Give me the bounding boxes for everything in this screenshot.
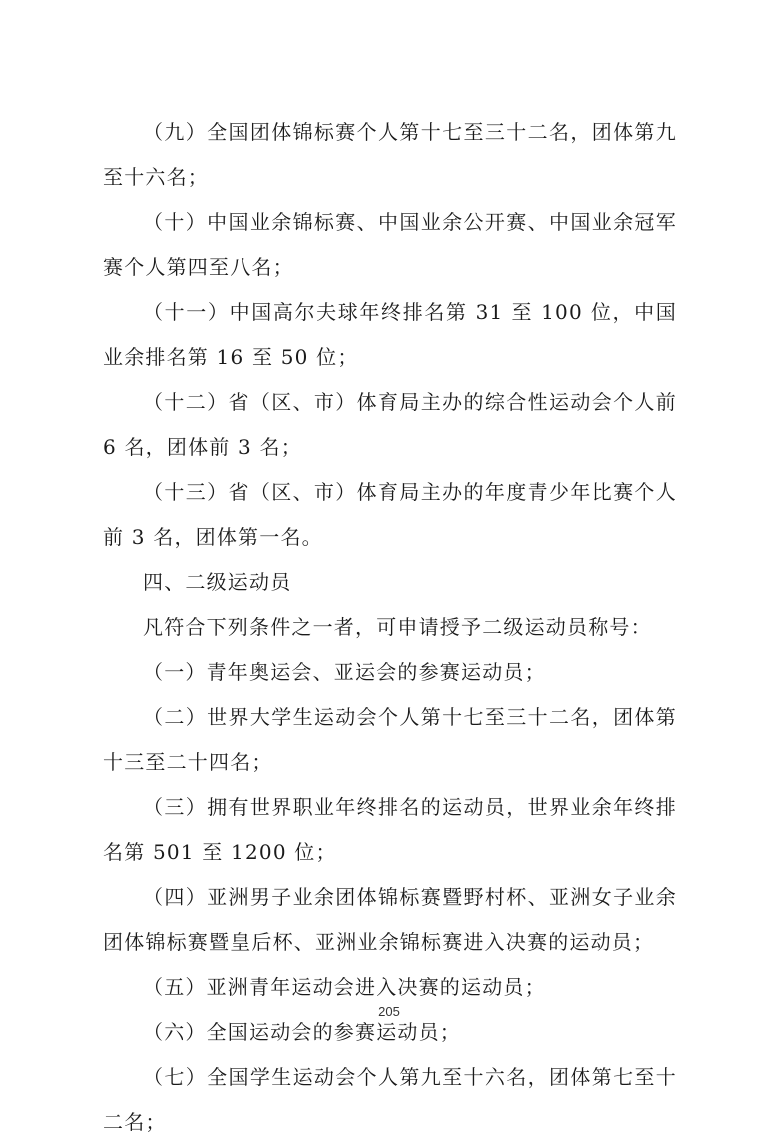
paragraph-item-13: （十三）省（区、市）体育局主办的年度青少年比赛个人前 3 名，团体第一名。 (103, 480, 677, 549)
paragraph-item-12: （十二）省（区、市）体育局主办的综合性运动会个人前 6 名，团体前 3 名； (103, 390, 677, 459)
paragraph-item-9: （九）全国团体锦标赛个人第十七至三十二名，团体第九至十六名； (103, 120, 677, 189)
page-number: 205 (378, 1004, 400, 1019)
paragraph-item-4: （四）亚洲男子业余团体锦标赛暨野村杯、亚洲女子业余团体锦标赛暨皇后杯、亚洲业余锦标赛进入决赛的运动员； (103, 885, 677, 954)
document-body (103, 110, 677, 1145)
paragraph-item-3: （三）拥有世界职业年终排名的运动员，世界业余年终排名第 501 至 1200 位； (103, 795, 677, 864)
paragraph-item-2: （二）世界大学生运动会个人第十七至三十二名，团体第十三至二十四名； (103, 705, 677, 774)
paragraph-item-7: （七）全国学生运动会个人第九至十六名，团体第七至十二名； (103, 1065, 677, 1134)
paragraph-item-6: （六）全国运动会的参赛运动员； (143, 1020, 461, 1044)
section-intro: 凡符合下列条件之一者，可申请授予二级运动员称号： (143, 615, 652, 639)
paragraph-item-11: （十一）中国高尔夫球年终排名第 31 至 100 位，中国业余排名第 16 至 50 位； (103, 300, 677, 369)
paragraph-item-5: （五）亚洲青年运动会进入决赛的运动员； (143, 975, 546, 999)
section-heading-level-2: 四、二级运动员 (143, 570, 292, 594)
paragraph-item-10: （十）中国业余锦标赛、中国业余公开赛、中国业余冠军赛个人第四至八名； (103, 210, 677, 279)
paragraph-item-1: （一）青年奥运会、亚运会的参赛运动员； (143, 660, 546, 684)
